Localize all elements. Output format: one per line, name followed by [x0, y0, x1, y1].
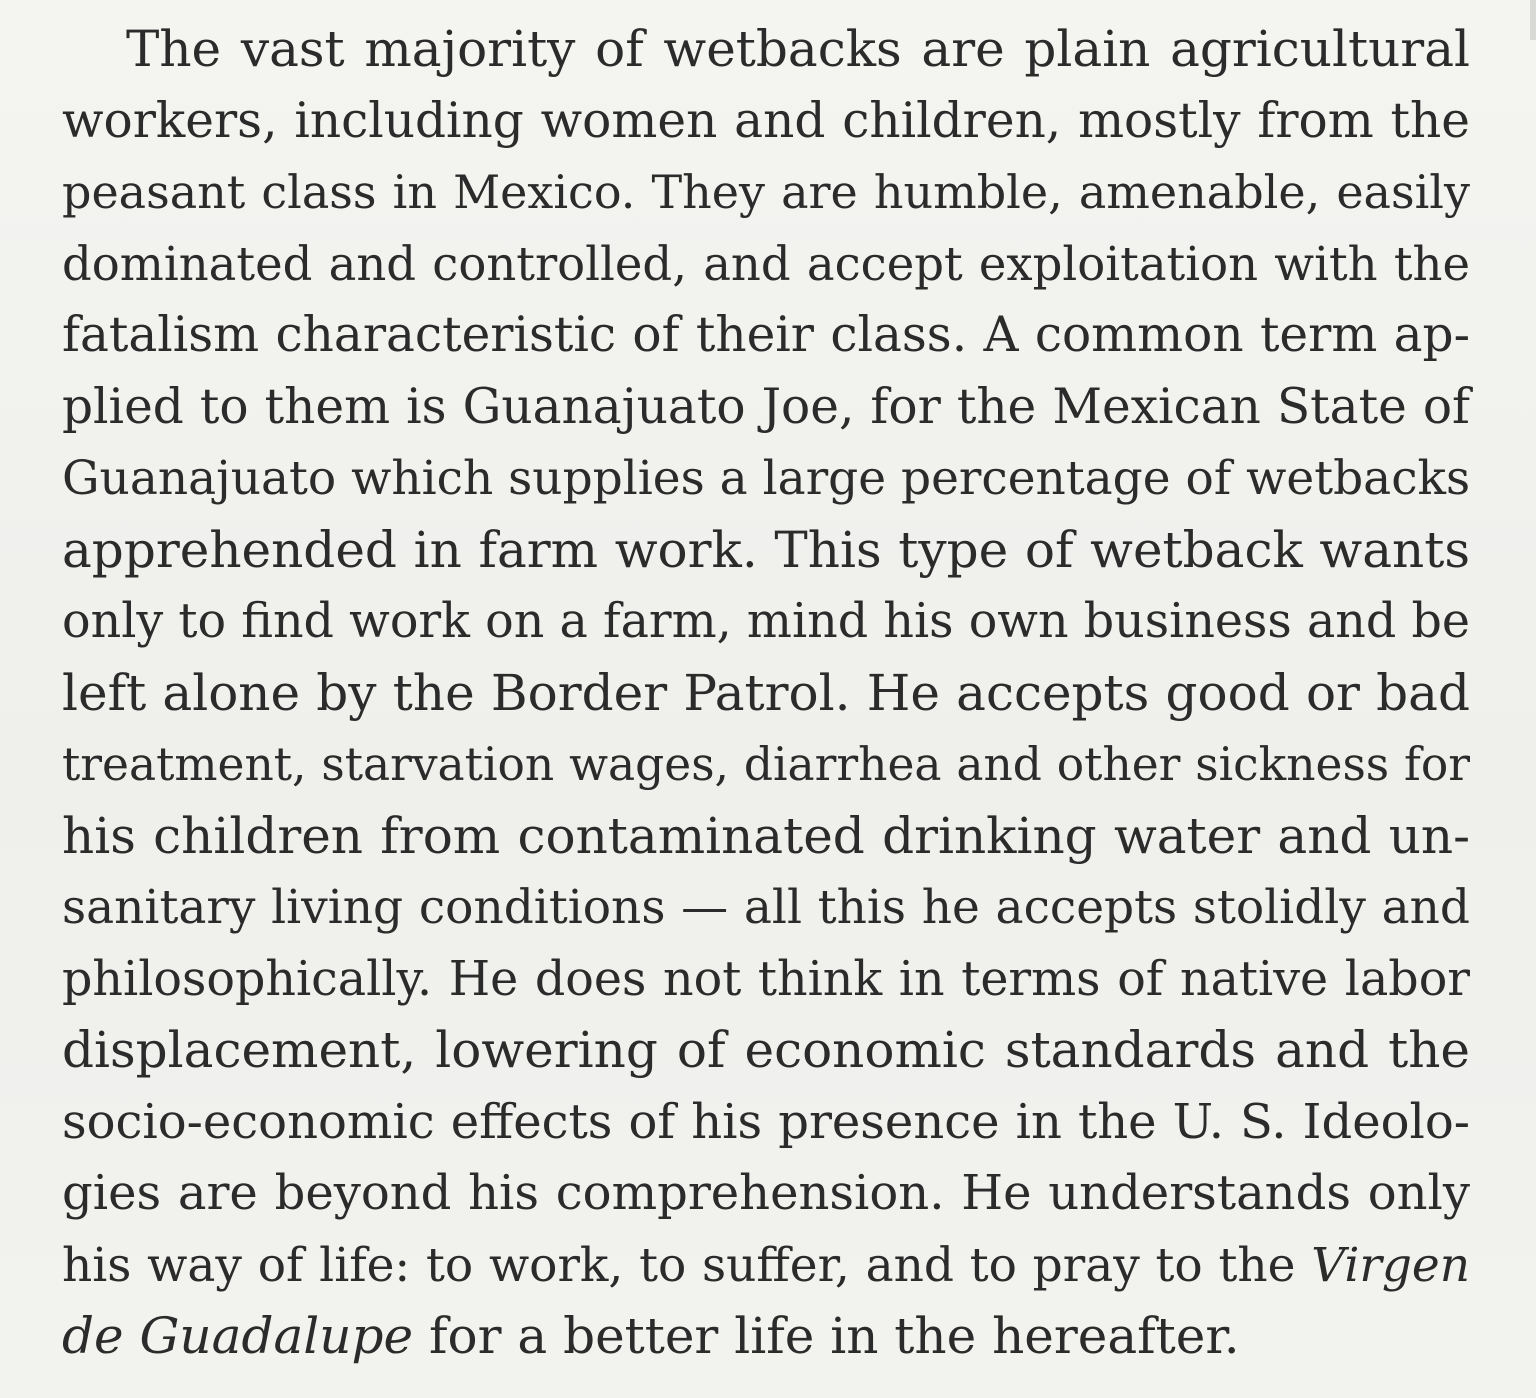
paragraph-line: peasant class in Mexico. They are humble, amenable, easily — [62, 165, 1470, 219]
paragraph-line-last — [62, 1301, 1470, 1373]
paragraph-line: left alone by the Border Patrol. He accepts good or bad — [62, 663, 1470, 722]
paragraph-line — [62, 1230, 1470, 1302]
paragraph — [62, 14, 1470, 1373]
page-edge-shadow — [1530, 0, 1536, 40]
paragraph-line: workers, including women and children, mostly from the — [62, 92, 1470, 149]
paragraph-line: sanitary living conditions — all this he accepts stolidly and — [62, 880, 1470, 935]
paragraph-line: apprehended in farm work. This type of wetback wants — [62, 520, 1470, 579]
paragraph-line: his children from contaminated drinking water and un- — [62, 806, 1470, 865]
paragraph-line: Guanajuato which supplies a large percentage of wetbacks — [62, 451, 1471, 506]
paragraph-line: The vast majority of wetbacks are plain agricultural — [126, 20, 1470, 78]
paragraph-line: displacement, lowering of economic standards and the — [62, 1021, 1470, 1079]
italic-phrase: Virgen — [1311, 1237, 1470, 1293]
paragraph-line: only to find work on a farm, mind his own business and be — [62, 594, 1470, 649]
paragraph-line: dominated and controlled, and accept exploitation with the — [62, 236, 1470, 291]
paragraph-line: plied to them is Guanajuato Joe, for the Mexican State of — [62, 378, 1470, 435]
paragraph-line: socio-economic effects of his presence in the U. S. Ideolo- — [62, 1093, 1470, 1150]
line-text: for a better life in the hereafter. — [413, 1307, 1240, 1365]
paragraph-line: fatalism characteristic of their class. A common term ap- — [62, 307, 1470, 363]
line-text: his way of life: to work, to suffer, and to pray to the — [62, 1237, 1312, 1293]
paragraph-line: philosophically. He does not think in terms of native labor — [62, 951, 1470, 1007]
paragraph-line: treatment, starvation wages, diarrhea and other sickness for — [62, 738, 1470, 791]
paragraph-line: gies are beyond his comprehension. He understands only — [62, 1165, 1470, 1221]
italic-phrase: de Guadalupe — [62, 1307, 414, 1365]
